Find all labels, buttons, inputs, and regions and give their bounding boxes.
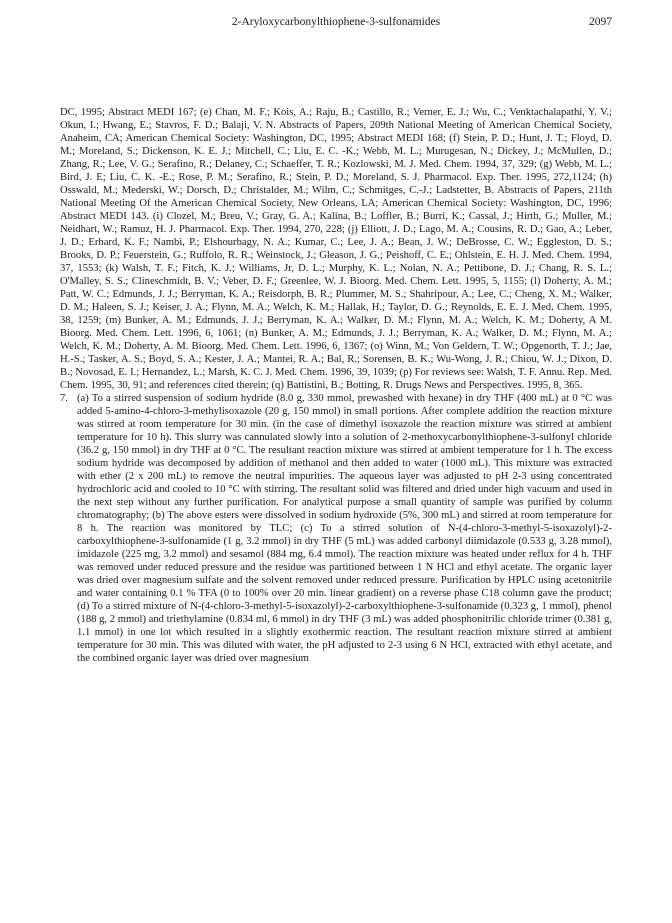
- running-header: [60, 16, 612, 34]
- note-7: [60, 392, 612, 665]
- running-title: 2-Aryloxycarbonylthiophene-3-sulfonamides: [231, 16, 441, 28]
- page-number: 2097: [589, 16, 612, 28]
- note-text: (a) To a stirred suspension of sodium hydride (8.0 g, 330 mmol, prewashed with hexane) in dry THF (400 mL) at 0 °C was added 5-amino-4-chloro-3-methylisoxazole (20 g, 150 mmol) in small portions. After complete addition the reaction mixture was stirred at room temperature for 30 min. (in the case of dimethyl isoxazole the reaction mixture was stirred at ambient temperature for 10 h). This slurry was cannulated slowly into a solution of 2-methoxycarbonylthiophene-3-sulfonyl chloride (36.2 g, 150 mmol) in dry THF at 0 °C. The resultant reaction mixture was stirred at ambient temperature for 1 h. The excess sodium hydride was decomposed by addition of methanol and then added to water (1000 mL). This mixture was extracted with ether (2 x 200 mL) to remove the neutral impurities. The aqueous layer was adjusted to pH 2-3 using concentrated hydrochloric acid and cooled to 10 °C with stirring. The resultant solid was filtered and dried under high vacuum and used in the next step without any further purification. For analytical purpose a small quantity of sample was purified by column chromatography; (b) The above esters were dissolved in sodium hydroxide (5%, 300 mL) and stirred at room temperature for 8 h. The reaction was monitored by TLC; (c) To a stirred solution of N-(4-chloro-3-methyl-5-isoxazolyl)-2-carboxylthiophene-3-sulfonamide (1 g, 3.2 mmol) in dry THF (5 mL) was added carbonyl diimidazole (0.533 g, 3.28 mmol), imidazole (225 mg, 3.2 mmol) and sesamol (884 mg, 6.4 mmol). The reaction mixture was heated under reflux for 4 h. THF was removed under reduced pressure and the residue was partitioned between 1 N HCl and ethyl acetate. The organic layer was dried over magnesium sulfate and the solvent removed under reduced pressure. Purification by HPLC using acetonitrile and water containing 0.1 % TFA (0 to 100% over 20 min. linear gradient) on a reverse phase C18 column gave the product; (d) To a stirred mixture of N-(4-chloro-3-methyl-5-isoxazolyl)-2-carboxylthiophene-3-sulfonamide (0.323 g, 1 mmol), phenol (188 g, 2 mmol) and triethylamine (0.834 ml, 6 mmol) in dry THF (3 mL) was added phosphonitrilic chloride trimer (0.381 g, 1.1 mmol) in one lot which resulted in a slightly exothermic reaction. The resultant reaction mixture stirred at ambient temperature for 30 min. This was diluted with water, the pH adjusted to 2-3 using 6 N HCl, extracted with ethyl acetate, and the combined organic layer was dried over magnesium: [77, 393, 612, 664]
- reference-continuation: DC, 1995; Abstract MEDI 167; (e) Chan, M. F.; Kois, A.; Raju, B.; Castillo, R.; Verner, E. J.; Wu, C.; Venktachalapathi, Y. V.; Okun, I.; Hwang, E.; Stavros, F. D.; Balaji, V. N. Abstracts of Papers, 209th National Meeting of American Chemical Society, Anaheim, CA; American Chemical Society: Washington, DC, 1995; Abstract MEDI 168; (f) Stein, P. D.; Hunt, J. T.; Floyd, D. M.; Moreland, S.; Dickenson, K. E. J.; Mitchell, C.; Liu, E. C. -K.; Webb, M. L.; Murugesan, N.; Dickey, J.; McMullen, D.; Zhang, R.; Lee, V. G.; Serafino, R.; Delaney, C.; Schaeffer, T. R.; Kozlowski, M. J. Med. Chem. 1994, 37, 329; (g) Webb, M. L.; Bird, J. E; Liu, C. K. -E.; Rose, P. M.; Serafino, R.; Stein, P. D.; Moreland, S. J. Pharmacol. Exp. Ther. 1995, 272,1124; (h) Osswald, M.; Mederski, W.; Dorsch, D.; Christalder, M.; Wilm, C.; Schmitges, C.-J.; Ladstetter, B. Abstracts of Papers, 211th National Meeting Of the American Chemical Society, New Orleans, LA; American Chemical Society: Washington, DC, 1996; Abstract MEDI 143. (i) Clozel, M.; Breu, V.; Gray, G. A.; Kalina, B.; Loffler, B.; Burri, K.; Cassal, J.; Hirth, G.; Muller, M.; Neidhart, W.; Ramuz, H. J. Pharmacol. Exp. Ther. 1994, 270, 228; (j) Elliott, J. D.; Lago, M. A.; Cousins, R. D.; Gao, A.; Leber, J. D.; Erhard, K. F.; Nambi, P.; Elshourbagy, N. A.; Kumar, C.; Lee, J. A.; Bean, J. W.; DeBrosse, C. W.; Eggleston, D. S.; Brooks, D. P.; Feuerstein, G.; Ruffolo, R. R.; Weinstock, J.; Gleason, J. G.; Peishoff, C. E.; Ohlstein, E. H. J. Med. Chem. 1994, 37, 1553; (k) Walsh, T. F.; Fitch, K. J.; Williams, Jr, D. L.; Murphy, K. L.; Nolan, N. A.; Pettibone, D. J.; Chang, R. S. L.; O'Malley, S. S.; Clineschmidt, B. V.; Veber, D. F.; Greenlee, W. J. Bioorg. Med. Chem. Lett. 1995, 5, 1155; (l) Doherty, A. M.; Patt, W. C.; Edmunds, J. J.; Berryman, K. A.; Reisdorph, B. R.; Plummer, M. S.; Shahripour, A.; Lee, C.; Cheng, X. M.; Walker, D. M.; Haleen, S. J.; Keiser, J. A.; Flynn, M. A.; Welch, K. M.; Hallak, H.; Taylor, D. G.; Reynolds, E. E. J. Med. Chem. 1995, 38, 1259; (m) Bunker, A. M.; Edmunds, J. J.; Berryman, K. A.; Walker, D. M.; Flynn, M. A.; Welch, K. M.; Doherty, A M. Bioorg. Med. Chem. Lett. 1996, 6, 1061; (n) Bunker, A. M.; Edmunds, J. J.; Berryman, K. A.; Walker, D. M.; Flynn, M. A.; Welch, K. M.; Doherty, A. M. Bioorg. Med. Chem. Lett. 1996, 6, 1367; (o) Winn, M.; Von Geldern, T. W.; Opgenorth, T. J.; Jae, H.-S.; Tasker, A. S.; Boyd, S. A.; Kester, J. A.; Mantei, R. A.; Bal, R.; Sorensen, B. K.; Wu-Wong, J. R.; Chiou, W. J.; Dixon, D. B.; Novosad, E. I.; Hernandez, L.; Marsh, K. C. J. Med. Chem. 1996, 39, 1039; (p) For reviews see: Walsh, T. F. Annu. Rep. Med. Chem. 1995, 30, 91; and references cited therein; (q) Battistini, B.; Botting, R. Drugs News and Perspectives. 1995, 8, 365.: [60, 107, 612, 391]
- references-body: [60, 106, 612, 665]
- note-number: 7.: [60, 393, 68, 404]
